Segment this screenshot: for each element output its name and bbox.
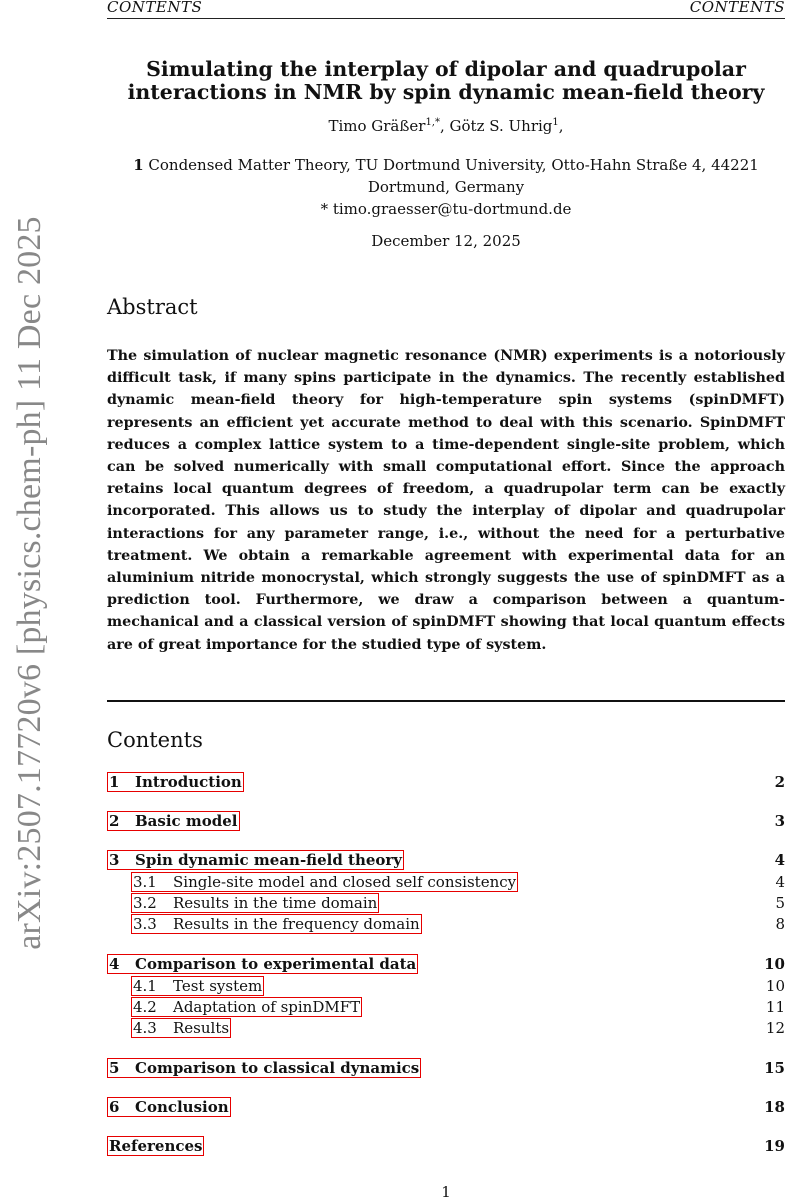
toc-page: 18	[764, 1098, 785, 1116]
toc-page: 5	[775, 894, 785, 912]
toc-page: 19	[764, 1137, 785, 1155]
toc-entry-adaptation[interactable]	[107, 997, 785, 1019]
toc-link[interactable]: 4.3 Results	[133, 1019, 230, 1037]
running-header-left: CONTENTS	[107, 0, 203, 16]
toc-link[interactable]: 3 Spin dynamic mean-field theory	[109, 851, 403, 869]
toc-page: 4	[775, 873, 785, 891]
toc-link[interactable]: References	[109, 1137, 203, 1155]
toc-entry-experimental-data[interactable]	[107, 954, 785, 976]
toc-entry-results[interactable]	[107, 1018, 785, 1040]
toc-entry-spin-dmft[interactable]	[107, 850, 785, 872]
toc-entry-introduction[interactable]	[107, 772, 785, 794]
toc-page: 8	[775, 915, 785, 933]
toc-page: 10	[764, 955, 785, 973]
paper-date: December 12, 2025	[371, 232, 521, 250]
toc-link[interactable]: 5 Comparison to classical dynamics	[109, 1059, 420, 1077]
toc-link[interactable]: 3.2 Results in the time domain	[133, 894, 378, 912]
affiliation-line-1: Condensed Matter Theory, TU Dortmund University, Otto-Hahn Straße 4, 44221	[148, 156, 759, 174]
toc-page: 15	[764, 1059, 785, 1077]
contents-heading: Contents	[107, 728, 203, 752]
toc-link[interactable]: 2 Basic model	[109, 812, 238, 830]
header-rule	[107, 18, 785, 19]
toc-entry-single-site-model[interactable]	[107, 872, 785, 894]
toc-page: 4	[774, 851, 785, 869]
toc-page: 12	[765, 1019, 785, 1037]
toc-link[interactable]: 3.1 Single-site model and closed self consistency	[133, 873, 517, 891]
toc-entry-conclusion[interactable]	[107, 1097, 785, 1119]
toc-entry-test-system[interactable]	[107, 976, 785, 998]
affiliation	[107, 154, 785, 220]
toc-entry-time-domain[interactable]	[107, 893, 785, 915]
arxiv-stamp-text: arXiv:2507.17720v6 [physics.chem-ph] 11 Dec 2025	[11, 216, 48, 950]
author-2: Götz S. Uhrig	[449, 117, 553, 135]
affiliation-number: 1	[133, 156, 144, 174]
abstract-body: The simulation of nuclear magnetic resonance (NMR) experiments is a notoriously difficult task, if many spins participate in the dynamics. The recently established dynamic mean-field theory for high-temperature spin systems (spinDMFT) represents an efficient yet accurate method to deal with this scenario. SpinDMFT reduces a complex lattice system to a time-dependent single-site problem, which can be solved numerically with small computational effort. Since the approach retains local quantum degrees of freedom, a quadrupolar term can be exactly incorporated. This allows us to study the interplay of dipolar and quadrupolar interactions for any parameter range, i.e., without the need for a perturbative treatment. We obtain a remarkable agreement with experimental data for an aluminium nitride monocrystal, which strongly suggests the use of spinDMFT as a prediction tool. Furthermore, we draw a comparison between a quantum-mechanical and a classical version of spinDMFT showing that local quantum effects are of great importance for the studied type of system.	[107, 348, 785, 653]
toc-link[interactable]: 4 Comparison to experimental data	[109, 955, 417, 973]
toc-link[interactable]: 4.2 Adaptation of spinDMFT	[133, 998, 361, 1016]
toc-page: 11	[765, 998, 785, 1016]
author-separator: ,	[439, 117, 450, 135]
author-list	[107, 117, 785, 135]
author-2-affil: 1	[552, 117, 559, 128]
running-header	[107, 0, 785, 18]
abstract-heading: Abstract	[107, 295, 198, 319]
affiliation-line-2: Dortmund, Germany	[367, 178, 525, 196]
author-1: Timo Gräßer	[328, 117, 426, 135]
toc-page: 2	[774, 773, 785, 791]
toc-page: 3	[774, 812, 785, 830]
running-header-right: CONTENTS	[689, 0, 785, 16]
toc-entry-basic-model[interactable]	[107, 811, 785, 833]
toc-page: 10	[765, 977, 785, 995]
corresponding-email: * timo.graesser@tu-dortmund.de	[320, 200, 572, 218]
toc-link[interactable]: 1 Introduction	[109, 773, 242, 791]
toc-link[interactable]: 6 Conclusion	[109, 1098, 229, 1116]
title-line-1: Simulating the interplay of dipolar and quadrupolar	[146, 57, 746, 81]
toc-entry-references[interactable]	[107, 1136, 785, 1158]
toc-entry-frequency-domain[interactable]	[107, 914, 785, 936]
author-trailing: ,	[558, 117, 564, 135]
author-1-affil: 1,*	[425, 117, 440, 128]
toc-link[interactable]: 3.3 Results in the frequency domain	[133, 915, 420, 933]
toc-entry-classical-dynamics[interactable]	[107, 1058, 785, 1080]
title-line-2: interactions in NMR by spin dynamic mean-field theory	[127, 80, 765, 104]
paper-title	[107, 58, 785, 104]
page-number: 1	[441, 1183, 451, 1201]
toc-link[interactable]: 4.1 Test system	[133, 977, 263, 995]
section-rule	[107, 700, 785, 702]
